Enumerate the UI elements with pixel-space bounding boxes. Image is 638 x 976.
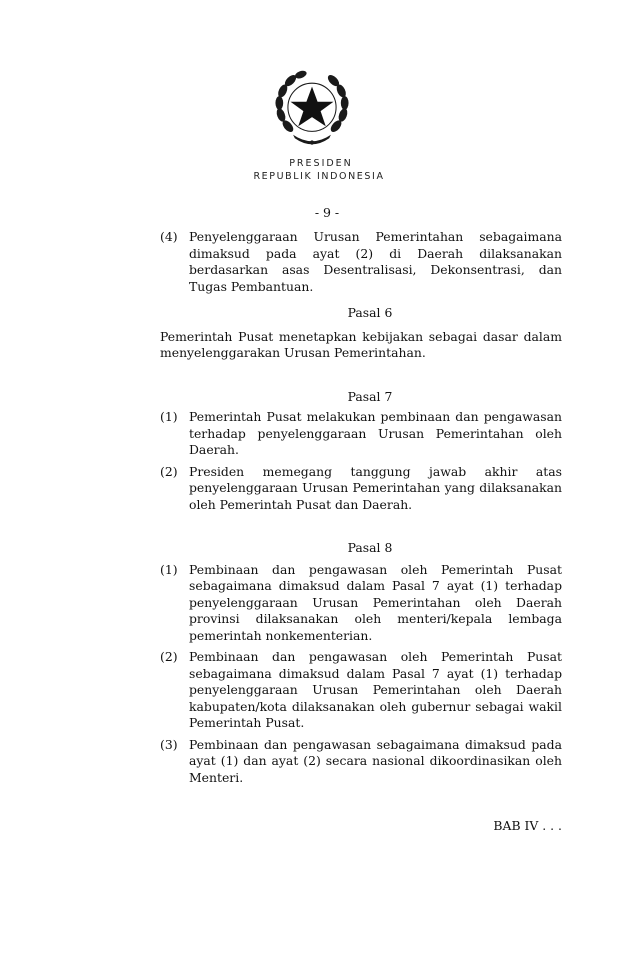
ayat-text: Penyelenggaraan Urusan Pemerintahan sebagaimana dimaksud pada ayat (2) di Daerah dilaksanakan berdasarkan asas Desentralisasi, Dekonsentrasi, dan Tugas Pembantuan. (189, 229, 562, 294)
pasal-7-title: Pasal 7 (347, 388, 393, 404)
header-president: PRESIDEN (289, 158, 353, 169)
page-number: - 9 - (314, 205, 340, 220)
pasal-6-text: Pemerintah Pusat menetapkan kebijakan sebagai dasar dalam menyelenggarakan Urusan Pemerintahan. (160, 328, 562, 360)
ayat-number: (4) (160, 229, 178, 244)
continuation-marker: BAB IV . . . (493, 818, 562, 833)
ayat-item (160, 562, 562, 645)
ayat-text: Presiden memegang tanggung jawab akhir atas penyelenggaraan Urusan Pemerintahan yang dilaksanakan oleh Pemerintah Pusat dan Daerah. (189, 463, 562, 512)
document-body (160, 229, 562, 786)
ayat-item (160, 409, 562, 459)
ayat-item (160, 737, 562, 787)
ayat-text: Pembinaan dan pengawasan oleh Pemerintah Pusat sebagaimana dimaksud dalam Pasal 7 ayat (1) terhadap penyelenggaraan Urusan Pemerintahan oleh Daerah kabupaten/kota dilaksanakan oleh gubernur sebagai wakil Pemerintah Pusat. (189, 649, 562, 730)
garuda-star-wreath-emblem (269, 66, 355, 152)
ayat-number: (2) (160, 463, 178, 479)
header-republic: REPUBLIK INDONESIA (253, 171, 385, 182)
ayat-number: (1) (160, 409, 178, 424)
ayat-number: (1) (160, 561, 178, 577)
pasal-6-title: Pasal 6 (347, 305, 393, 320)
ayat-item (160, 229, 562, 295)
ayat-text: Pembinaan dan pengawasan oleh Pemerintah Pusat sebagaimana dimaksud dalam Pasal 7 ayat (1) terhadap penyelenggaraan Urusan Pemerintahan oleh Daerah provinsi dilaksanakan oleh menteri/kepala lembaga pemerintah nonkementerian. (189, 561, 562, 643)
ayat-text: Pembinaan dan pengawasan sebagaimana dimaksud pada ayat (1) dan ayat (2) secara nasional dikoordinasikan oleh Menteri. (189, 736, 562, 785)
ayat-item (160, 649, 562, 732)
ayat-number: (2) (160, 649, 178, 664)
pasal-8-title: Pasal 8 (347, 540, 393, 555)
ayat-number: (3) (160, 736, 178, 752)
ayat-item (160, 464, 562, 514)
ayat-text: Pemerintah Pusat melakukan pembinaan dan pengawasan terhadap penyelenggaraan Urusan Pemerintahan oleh Daerah. (189, 409, 562, 457)
